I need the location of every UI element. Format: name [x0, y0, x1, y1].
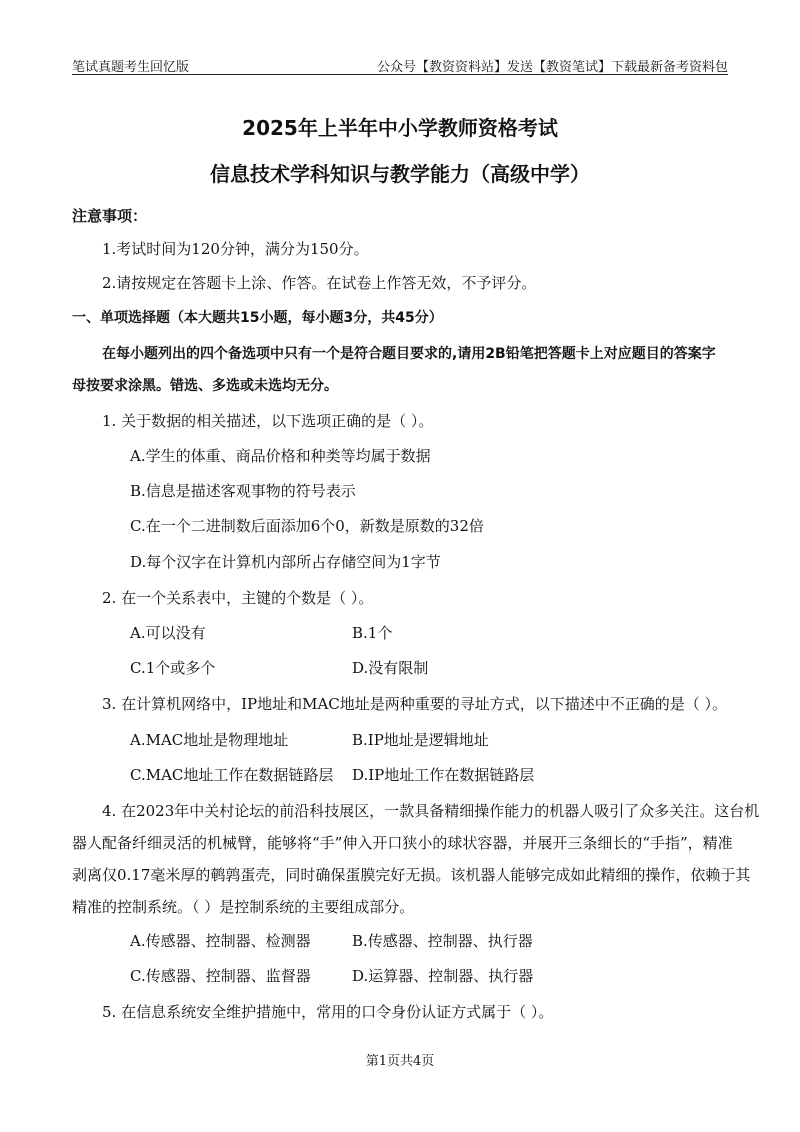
- q2-stem: 2. 在一个关系表中，主键的个数是（ ）。: [102, 589, 374, 607]
- exam-subtitle: 信息技术学科知识与教学能力（高级中学）: [210, 162, 590, 186]
- section-instruction-2: 母按要求涂黑。错选、多选或未选均无分。: [72, 378, 338, 394]
- q4-stem-line-2: 器人配备纤细灵活的机械臂，能够将“手”伸入开口狭小的球状容器，并展开三条细长的“手指”，精准: [72, 834, 733, 852]
- exam-title: 2025年上半年中小学教师资格考试: [242, 116, 558, 140]
- q3-stem: 3. 在计算机网络中，IP地址和MAC地址是两种重要的寻址方式，以下描述中不正确的是（ ）。: [102, 695, 728, 713]
- q4-option-a: A.传感器、控制器、检测器: [130, 932, 311, 950]
- q4-stem-line-3: 剥离仅0.17毫米厚的鹌鹑蛋壳，同时确保蛋膜完好无损。该机器人能够完成如此精细的操作，依赖于其: [72, 866, 751, 884]
- q3-option-d: D.IP地址工作在数据链路层: [352, 766, 535, 784]
- header-left-text: 笔试真题考生回忆版: [72, 60, 190, 75]
- q2-option-c: C.1个或多个: [130, 659, 216, 677]
- note-item-1: 1.考试时间为120分钟，满分为150分。: [102, 240, 369, 258]
- section-instruction-1: 在每小题列出的四个备选项中只有一个是符合题目要求的,请用2B铅笔把答题卡上对应题目的答案字: [102, 346, 716, 362]
- q1-option-c: C.在一个二进制数后面添加6个0，新数是原数的32倍: [130, 517, 484, 535]
- q4-option-b: B.传感器、控制器、执行器: [352, 932, 533, 950]
- q1-stem: 1. 关于数据的相关描述，以下选项正确的是（ ）。: [102, 412, 434, 430]
- q3-option-b: B.IP地址是逻辑地址: [352, 731, 489, 749]
- page-header: [72, 52, 728, 75]
- notes-heading: 注意事项：: [72, 207, 148, 225]
- q2-option-a: A.可以没有: [130, 624, 206, 642]
- q5-stem: 5. 在信息系统安全维护措施中，常用的口令身份认证方式属于（ ）。: [102, 1003, 554, 1021]
- q4-option-c: C.传感器、控制器、监督器: [130, 967, 311, 985]
- header-right-text: 公众号【教资资料站】发送【教资笔试】下载最新备考资料包: [376, 60, 728, 75]
- q1-option-d: D.每个汉字在计算机内部所占存储空间为1字节: [130, 553, 441, 571]
- page-number: 第1页共4页: [365, 1054, 435, 1069]
- q2-option-b: B.1个: [352, 624, 393, 642]
- q4-option-d: D.运算器、控制器、执行器: [352, 967, 534, 985]
- q1-option-a: A.学生的体重、商品价格和种类等均属于数据: [130, 447, 431, 465]
- q2-option-d: D.没有限制: [352, 659, 429, 677]
- q4-stem-line-4: 精准的控制系统。（ ）是控制系统的主要组成部分。: [72, 898, 415, 916]
- section-heading: 一、单项选择题（本大题共15小题，每小题3分，共45分）: [72, 310, 443, 326]
- q1-option-b: B.信息是描述客观事物的符号表示: [130, 482, 356, 500]
- note-item-2: 2.请按规定在答题卡上涂、作答。在试卷上作答无效，不予评分。: [102, 274, 537, 292]
- q3-option-a: A.MAC地址是物理地址: [130, 731, 289, 749]
- q4-stem-line-1: 4. 在2023年中关村论坛的前沿科技展区，一款具备精细操作能力的机器人吸引了众多关注。这台机: [102, 802, 760, 820]
- q3-option-c: C.MAC地址工作在数据链路层: [130, 766, 334, 784]
